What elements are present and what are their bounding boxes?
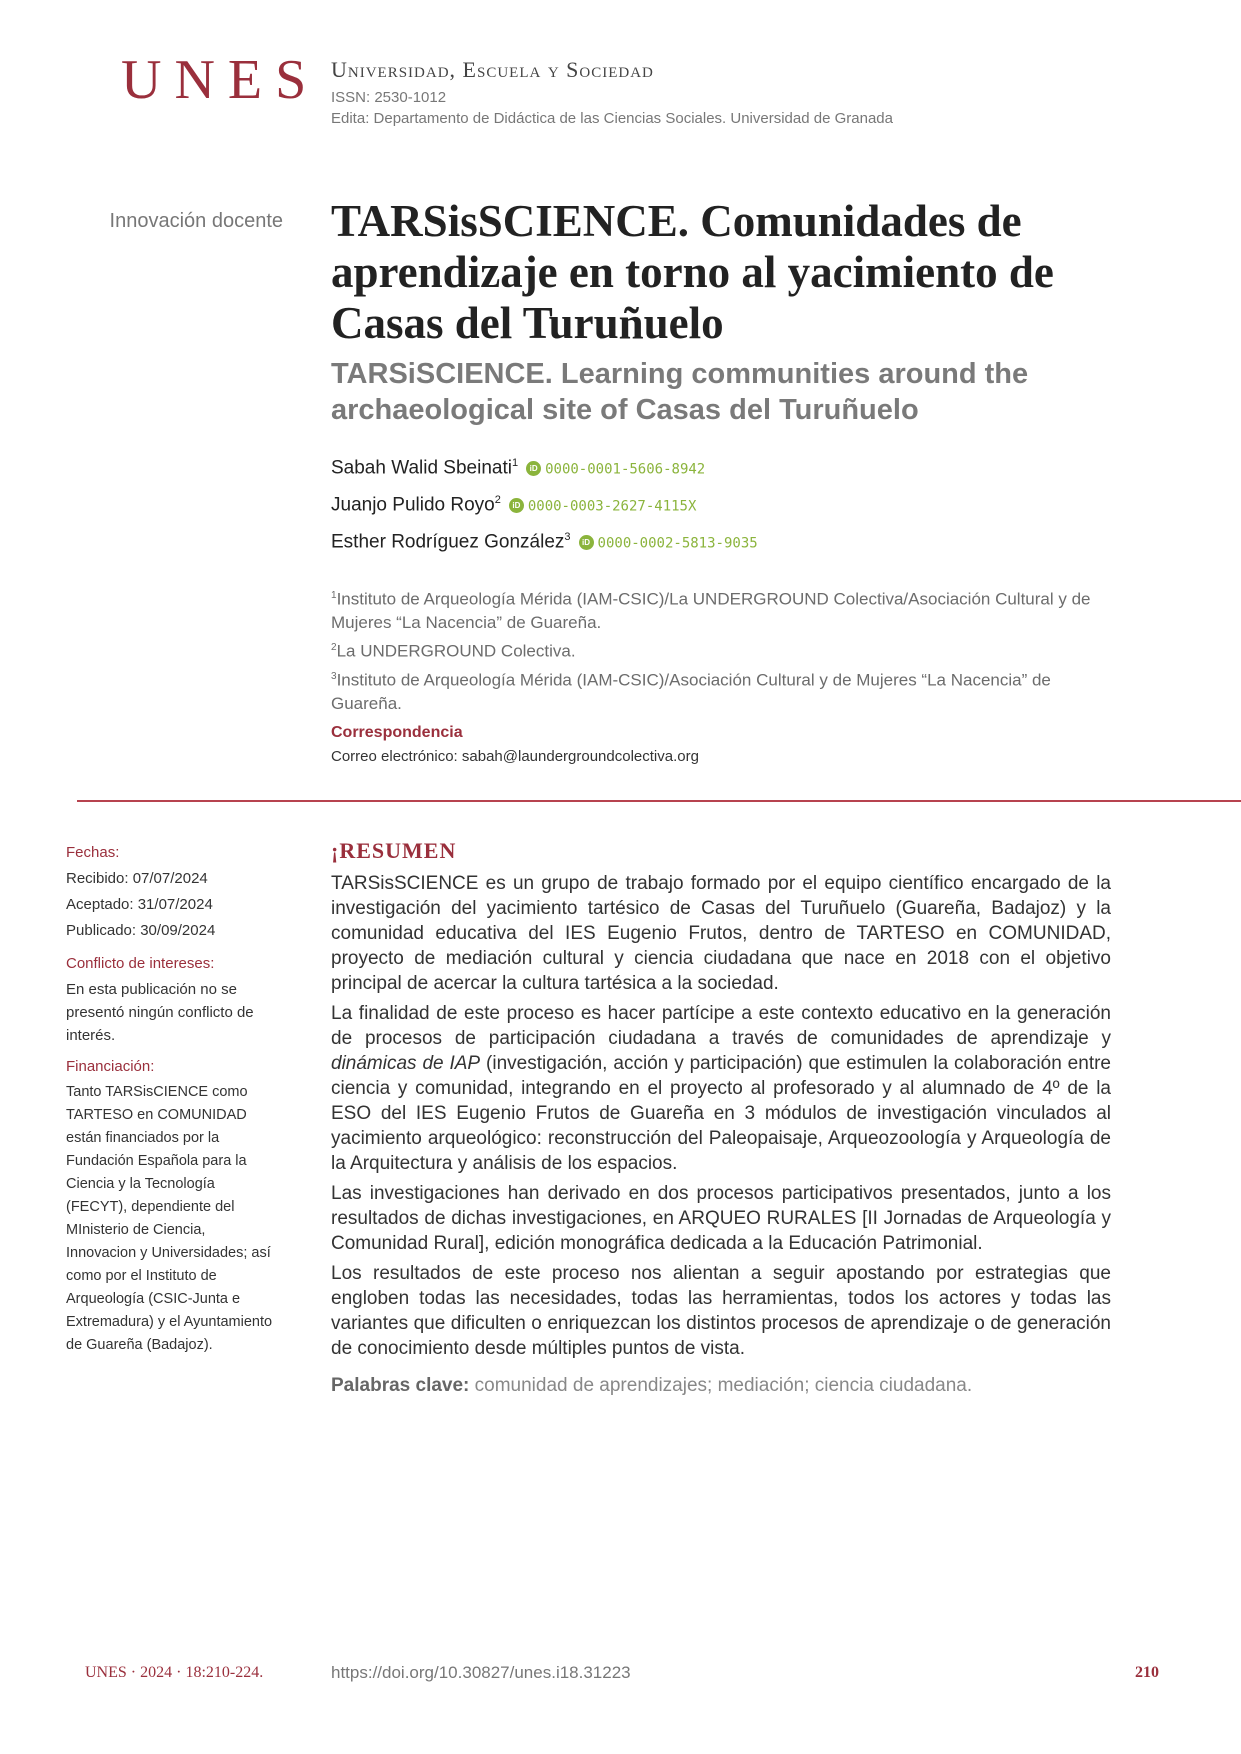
author-name: Sabah Walid Sbeinati (331, 457, 512, 479)
affiliation-2 (331, 636, 1111, 663)
journal-logo: UNES (121, 49, 320, 111)
abstract-body (331, 871, 1111, 1397)
affiliation-text: Instituto de Arqueología Mérida (IAM-CSIC)/Asociación Cultural y de Mujeres “La Nacencia” de Guareña. (331, 670, 1051, 713)
funding-text: Tanto TARSisCIENCE como TARTESO en COMUNIDAD están financiados por la Fundación Española para la Ciencia y la Tecnología (FECYT), dependiente del MInisterio de Ciencia, Innovacion y Universidades; así como por el Instituto de Arqueología (CSIC-Junta e Extremadura) y el Ayuntamiento de Guareña (Badajoz). (66, 1084, 273, 1353)
accepted-date: Aceptado: 31/07/2024 (66, 896, 213, 913)
section-label: Innovación docente (109, 210, 283, 232)
conflict-label: Conflicto de intereses: (66, 955, 215, 972)
abstract-p2-start: La finalidad de este proceso es hacer partícipe a este contexto educativo en la generación de procesos de participación ciudadana a través de comunidades de aprendizaje y (331, 1003, 1111, 1049)
conflict-text: En esta publicación no se presentó ningún conflicto de interés. (66, 981, 254, 1044)
sidebar (66, 841, 276, 1357)
issn: ISSN: 2530-1012 (331, 89, 447, 106)
orcid-link[interactable]: 0000-0003-2627-4115X (527, 498, 697, 515)
dates-label: Fechas: (66, 844, 120, 861)
correspondence-label: Correspondencia (331, 724, 463, 741)
correspondence-email[interactable]: Correo electrónico: sabah@laundergroundcolectiva.org (331, 748, 699, 765)
author-2 (331, 494, 696, 516)
section-divider (77, 800, 1241, 802)
affiliation-marker: 1 (331, 590, 337, 601)
keywords-text: comunidad de aprendizajes; mediación; ciencia ciudadana. (474, 1375, 973, 1396)
abstract-paragraph-4: Los resultados de este proceso nos alientan a seguir apostando por estrategias que engloben todas las necesidades, todas las herramientas, todos los actores y todas las variantes que dificulten o enriquezcan los distintos procesos de aprendizaje o de generación de conocimiento desde múltiples puntos de vista. (331, 1263, 1111, 1359)
author-name: Juanjo Pulido Royo (331, 494, 495, 516)
orcid-icon: iD (579, 535, 594, 550)
author-name: Esther Rodríguez González (331, 531, 565, 553)
affiliation-3 (331, 665, 1111, 715)
author-affil-marker: 1 (511, 457, 519, 469)
publisher: Edita: Departamento de Didáctica de las Ciencias Sociales. Universidad de Granada (331, 110, 893, 127)
orcid-icon: iD (526, 461, 541, 476)
abstract-p2-italic: dinámicas de IAP (331, 1053, 481, 1074)
page-number: 210 (1135, 1664, 1159, 1681)
abstract-paragraph-3: Las investigaciones han derivado en dos procesos participativos presentados, junto a los resultados de dichas investigaciones, en ARQUEO RURALES [II Jornadas de Arqueología y Comunidad Rural], edición monográfica dedicada a la Educación Patrimonial. (331, 1183, 1111, 1254)
orcid-link[interactable]: 0000-0001-5606-8942 (545, 461, 706, 478)
author-affil-marker: 2 (494, 494, 501, 506)
author-1 (331, 457, 705, 479)
author-affil-marker: 3 (564, 531, 571, 543)
abstract-paragraph-1: TARSisSCIENCE es un grupo de trabajo formado por el equipo científico encargado de la investigación del yacimiento tartésico de Casas del Turuñuelo (Guareña, Badajoz) y la comunidad educativa del IES Eugenio Frutos, dentro de TARTESO en COMUNIDAD, proyecto de mediación cultural y ciencia ciudadana que nace en 2018 con el objetivo principal de acercar la cultura tartésica a la sociedad. (331, 873, 1111, 994)
abstract-heading: ¡RESUMEN (331, 838, 457, 863)
journal-title: Universidad, Escuela y Sociedad (331, 57, 654, 82)
article-subtitle: TARSiSCIENCE. Learning communities around the archaeological site of Casas del Turuñuelo (331, 358, 1029, 426)
affiliation-marker: 3 (331, 671, 337, 682)
abstract-paragraph-2 (331, 1001, 1111, 1176)
published-date: Publicado: 30/09/2024 (66, 922, 216, 939)
affiliation-text: Instituto de Arqueología Mérida (IAM-CSIC)/La UNDERGROUND Colectiva/Asociación Cultural y de Mujeres “La Nacencia” de Guareña. (331, 589, 1091, 632)
affiliation-1 (331, 584, 1111, 634)
received-date: Recibido: 07/07/2024 (66, 870, 208, 887)
article-title: TARSisSCIENCE. Comunidades de aprendizaje en torno al yacimiento de Casas del Turuñuelo (331, 196, 1054, 348)
affiliation-text: La UNDERGROUND Colectiva. (336, 641, 576, 661)
abstract-p2-end: (investigación, acción y participación) que estimulen la colaboración entre ciencia y comunidad, integrando en el proyecto al profesorado y al alumnado de 4º de la ESO del IES Eugenio Frutos de Guareña en 3 módulos de investigación vinculados al yacimiento arqueológico: reconstrucción del Paleopaisaje, Arqueozoología y Arqueología de la Arquitectura y análisis de los espacios. (331, 1053, 1111, 1174)
funding-label: Financiación: (66, 1058, 155, 1075)
orcid-icon: iD (509, 498, 524, 513)
footer-doi-link[interactable]: https://doi.org/10.30827/unes.i18.31223 (331, 1663, 631, 1682)
author-3 (331, 531, 758, 553)
keywords-label: Palabras clave: (331, 1375, 470, 1396)
orcid-link[interactable]: 0000-0002-5813-9035 (597, 535, 758, 552)
keywords (331, 1375, 1111, 1397)
affiliation-marker: 2 (331, 642, 337, 653)
footer-citation: UNES · 2024 · 18:210-224. (85, 1664, 264, 1681)
